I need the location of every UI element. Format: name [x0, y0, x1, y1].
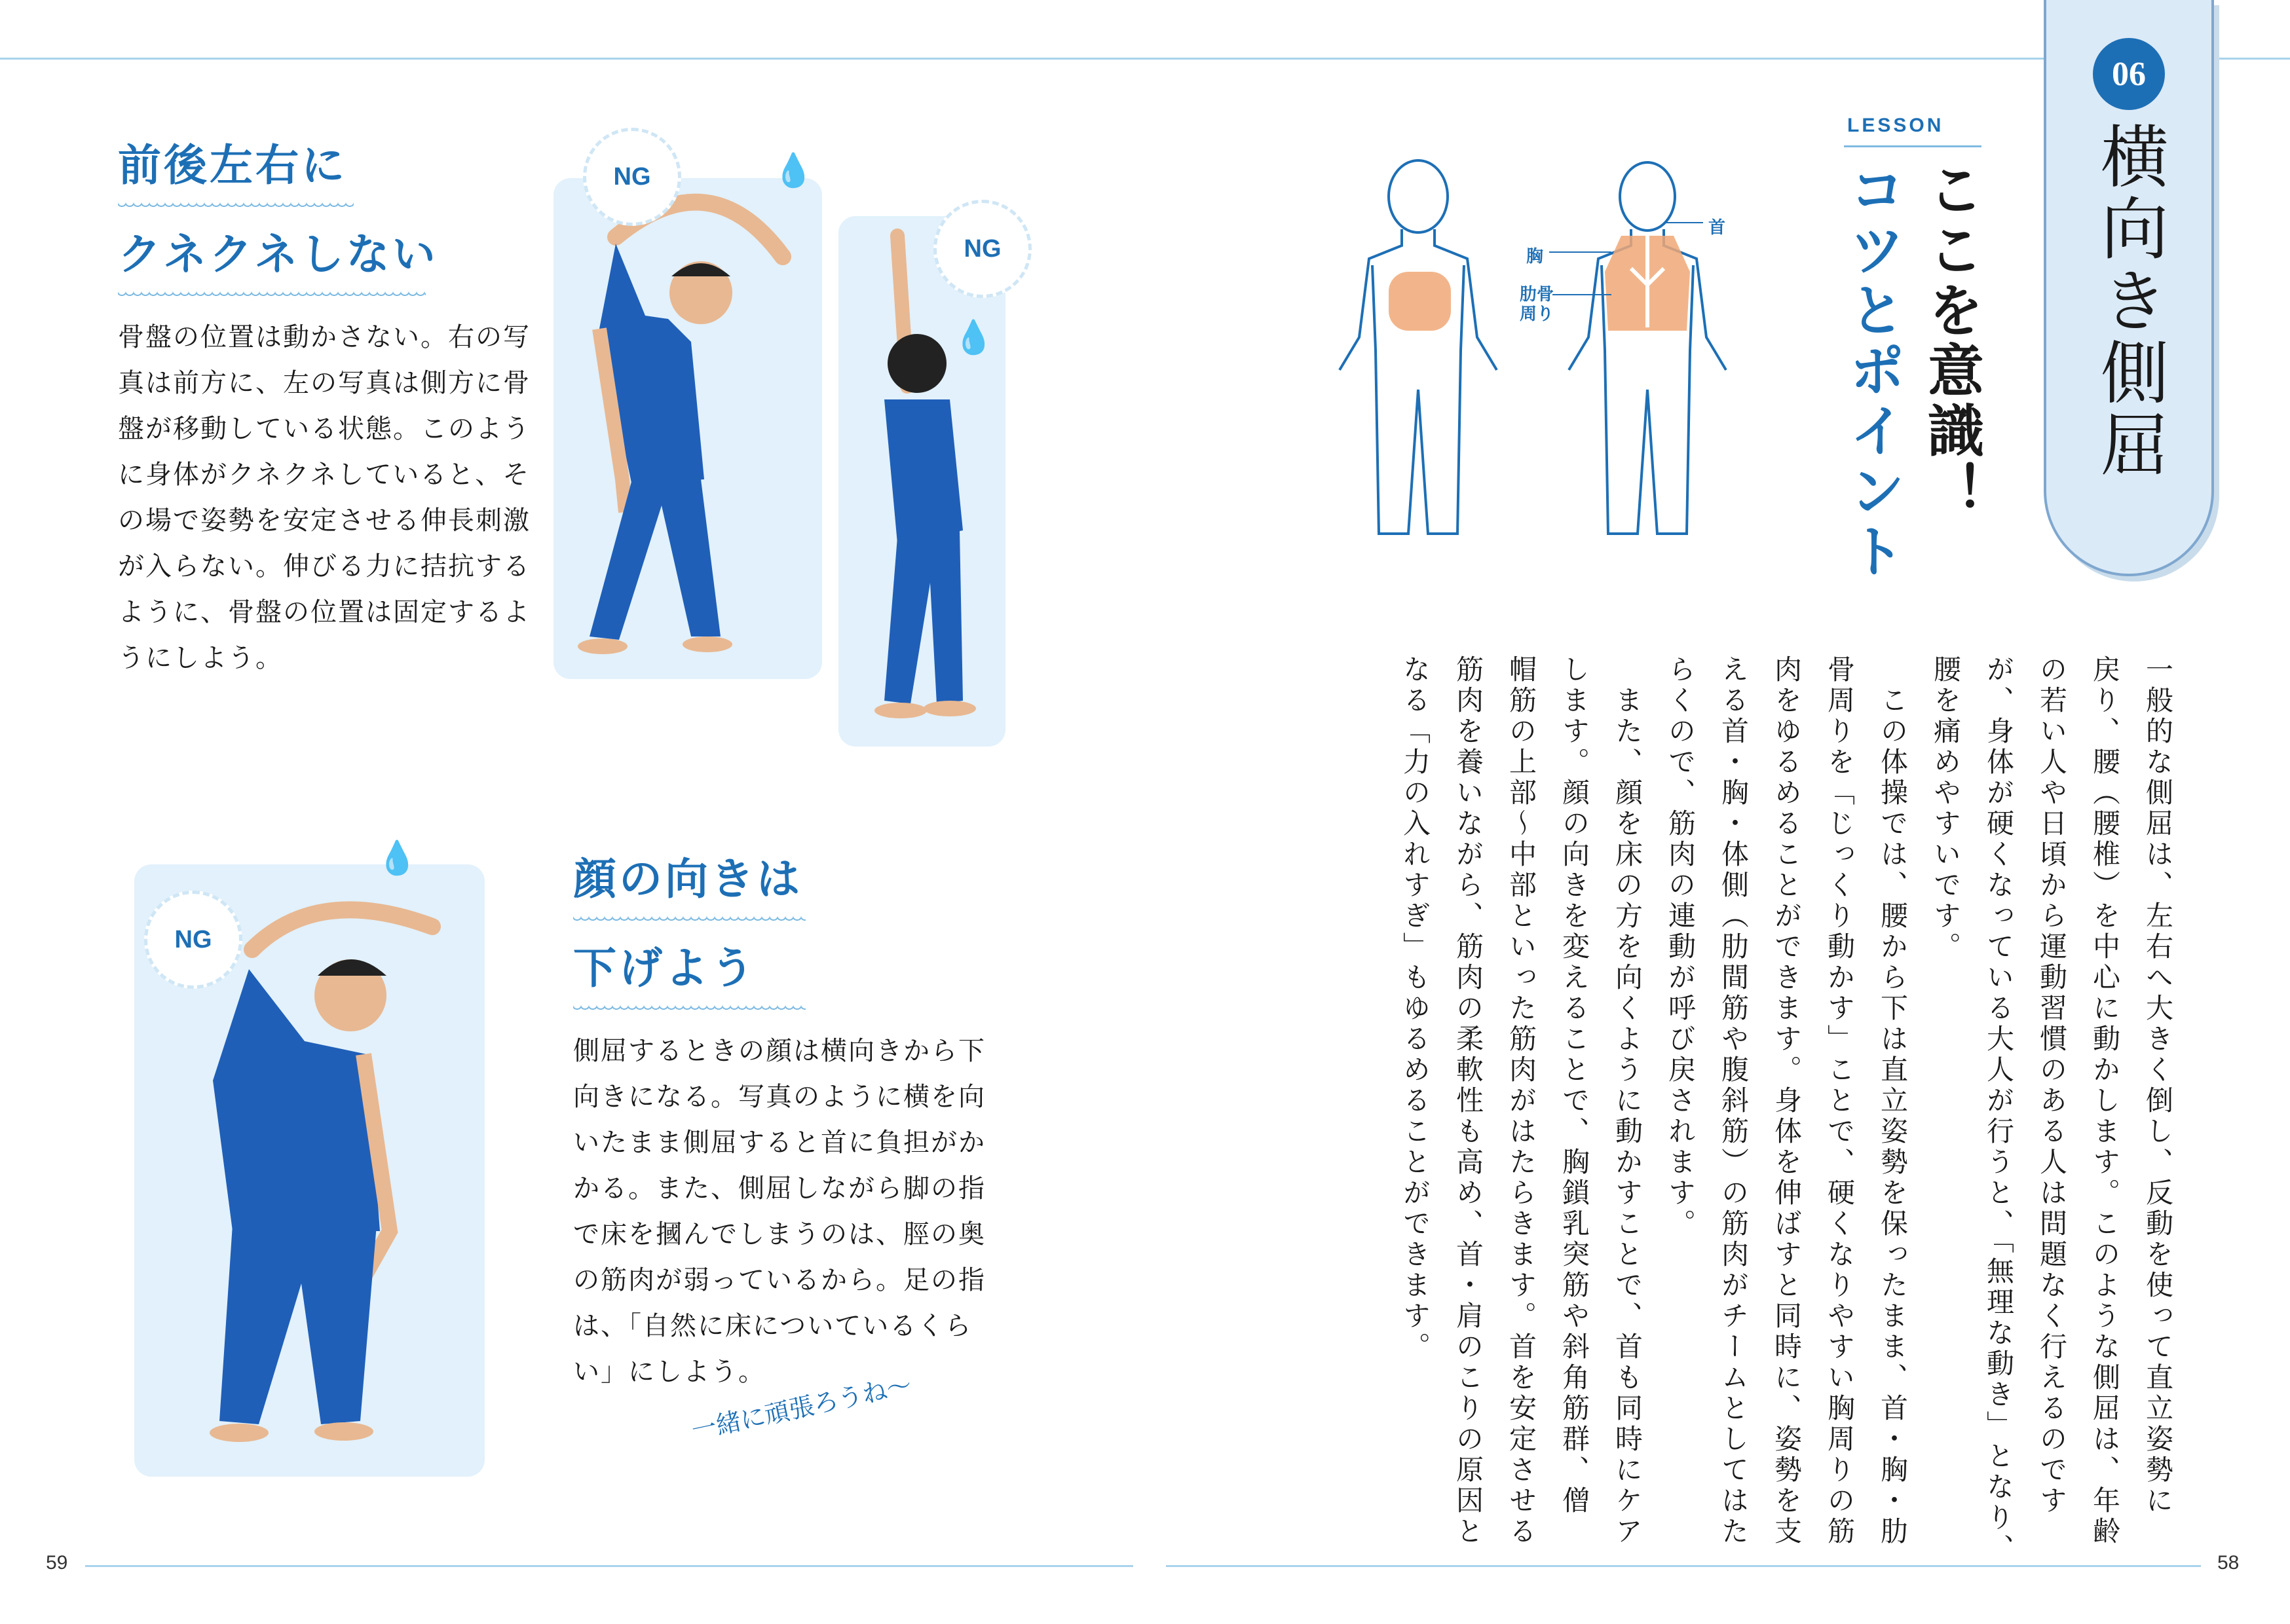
section1-line: 盤が移動している状態。このよう: [118, 414, 531, 444]
section2-line: い」にしよう。: [573, 1357, 766, 1387]
sweat-drop-icon: 💧: [953, 318, 994, 356]
encouragement-note: 一緒に頑張ろうね〜: [688, 1370, 914, 1445]
main-text-column: が、身体が硬くなっている大人が行うと、「無理な動き」となり、: [1983, 655, 2015, 1564]
photo-ng-front: [554, 178, 822, 679]
wave-underline: [118, 291, 426, 299]
main-text-column: また、顔を床の方を向くように動かすことで、首も同時にケア: [1611, 655, 1643, 1547]
lesson-rule: [1844, 145, 1981, 147]
main-text-column: 筋肉を養いながら、筋肉の柔軟性も高め、首・肩のこりの原因と: [1452, 655, 1484, 1547]
main-body-text: [1356, 655, 2185, 1564]
top-rule: [0, 58, 2290, 60]
label-ribs: 肋骨周り: [1520, 285, 1554, 324]
section1-line: に身体がクネクネしていると、そ: [118, 460, 531, 490]
section2-line: の筋肉が弱っているから。足の指: [573, 1265, 986, 1295]
section2-line: で床を摑んでしまうのは、脛の奥: [573, 1219, 986, 1249]
section2-line: いたまま側屈すると首に負担がか: [573, 1128, 986, 1158]
main-text-column: 肉をゆるめることができます。身体を伸ばすと同時に、姿勢を支: [1771, 655, 1803, 1547]
section1-line: 骨盤の位置は動かさない。右の写: [118, 322, 531, 352]
main-text-column: 戻り、腰（腰椎）を中心に動かします。このような側屈は、年齢: [2089, 655, 2121, 1547]
section2-body: [573, 1028, 986, 1395]
body-outline-illustration: [1323, 154, 1749, 560]
section2-heading-line1: 顔の向きは: [573, 854, 802, 904]
label-neck: 首: [1708, 218, 1726, 238]
page-number-right: 58: [2217, 1552, 2240, 1574]
label-chest: 胸: [1526, 247, 1544, 267]
section1-heading-line1: 前後左右に: [118, 140, 347, 191]
wave-underline: [573, 1005, 806, 1012]
sweat-drop-icon: 💧: [773, 151, 814, 189]
section2-line: かる。また、側屈しながら脚の指: [573, 1173, 986, 1204]
section1-line: の場で姿勢を安定させる伸長刺激: [118, 506, 531, 536]
section2-heading: [573, 854, 806, 1012]
main-text-column: 腰を痛めやすいです。: [1930, 655, 1962, 963]
section1-line: うにしよう。: [118, 643, 283, 673]
section1-line: 真は前方に、左の写真は側方に骨: [118, 368, 531, 398]
section1-line: ように、骨盤の位置は固定するよ: [118, 597, 531, 627]
section2-line: 側屈するときの顔は横向きから下: [573, 1036, 986, 1066]
ribs-highlight-back: [1389, 272, 1451, 331]
page-title: 横向き側屈: [2089, 121, 2169, 481]
main-text-column: この体操では、腰から下は直立姿勢を保ったまま、首・胸・肋: [1877, 655, 1909, 1547]
stretching-man-illustration: [554, 178, 822, 679]
lesson-label: LESSON: [1847, 115, 1944, 136]
lesson-line-1: ここを意識！: [1918, 160, 1983, 522]
main-text-column: 帽筋の上部〜中部といった筋肉がはたらきます。首を安定させる: [1505, 655, 1537, 1547]
ng-badge: NG: [583, 128, 681, 226]
body-diagram: [1323, 154, 1749, 560]
bottom-rule-right: [1166, 1565, 2201, 1567]
main-text-column: える首・胸・体側（肋間筋や腹斜筋）の筋肉がチームとしてはた: [1718, 655, 1750, 1547]
main-text-column: の若い人や日頃から運動習慣のある人は問題なく行えるのです: [2036, 655, 2068, 1517]
section2-line: は、「自然に床についているくら: [573, 1311, 973, 1341]
main-text-column: なる「力の入れすぎ」もゆるめることができます。: [1399, 655, 1431, 1363]
ng-badge: NG: [144, 891, 242, 989]
section2-heading-line2: 下げよう: [573, 943, 757, 993]
sweat-drop-icon: 💧: [377, 839, 418, 877]
main-text-column: らくので、筋肉の連動が呼び戻されます。: [1664, 655, 1697, 1240]
wave-underline: [118, 202, 354, 210]
ng-badge: NG: [933, 200, 1032, 298]
section1-line: が入らない。伸びる力に拮抗する: [118, 551, 531, 581]
section1-heading: [118, 140, 438, 299]
main-text-column: します。顔の向きを変えることで、胸鎖乳突筋や斜角筋群、僧: [1558, 655, 1590, 1517]
page-number-left: 59: [46, 1552, 68, 1574]
main-text-column: 一般的な側屈は、左右へ大きく倒し、反動を使って直立姿勢に: [2142, 655, 2174, 1517]
section2-line: 向きになる。写真のように横を向: [573, 1082, 986, 1112]
main-text-column: 骨周りを「じっくり動かす」ことで、硬くなりやすい胸周りの筋: [1824, 655, 1856, 1547]
lesson-number-badge: 06: [2093, 38, 2165, 110]
lesson-line-2: コツとポイント: [1839, 160, 1905, 582]
section1-body: [118, 314, 531, 681]
bottom-rule-left: [85, 1565, 1133, 1567]
wave-underline: [573, 915, 806, 923]
section1-heading-line2: クネクネしない: [118, 229, 438, 280]
